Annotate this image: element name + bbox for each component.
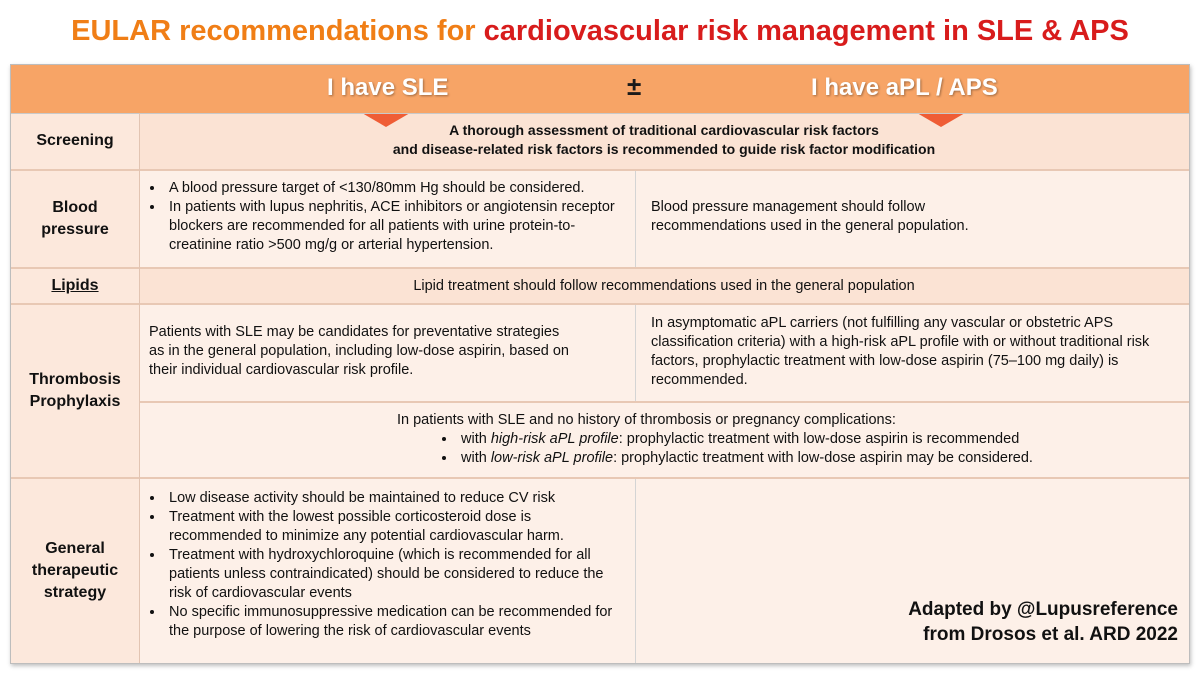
general-sle [139,479,635,663]
thrombosis-combined-list [397,430,1189,468]
header-plus-minus: ± [627,71,642,101]
row-divider [11,303,1189,305]
screening-label: Screening [11,113,139,169]
header-sle: I have SLE [327,74,449,101]
blood-pressure-sle-item: • In patients with lupus nephritis, ACE inhibitors or angiotensin receptor blockers are recommended for all patients with urine protein-to-creatinine ratio >500 mg/g or arterial hypertension. [165,198,625,255]
row-divider [139,401,1189,403]
recommendation-table [10,64,1190,664]
row-divider [11,113,1189,114]
thrombosis-sle-text: Patients with SLE may be candidates for preventative strategies as in the general population, including low-dose aspirin, based on their individual cardiovascular risk profile. [149,324,569,378]
title-part-1: EULAR recommendations for [71,15,484,47]
blood-pressure-sle-list [143,179,625,255]
title-part-2: cardiovascular risk management in SLE & APS [483,15,1129,47]
column-divider [635,479,636,663]
lipids-text: Lipid treatment should follow recommendations used in the general population [139,269,1189,303]
column-divider [635,305,636,401]
header-aps: I have aPL / APS [811,74,998,101]
thrombosis-combined-intro: In patients with SLE and no history of thrombosis or pregnancy complications: [397,412,896,428]
general-item: • Low disease activity should be maintained to reduce CV risk [165,489,625,508]
blood-pressure-label: Blood pressure [11,171,139,267]
general-list [143,489,625,641]
blood-pressure-sle [139,171,635,267]
thrombosis-sle [139,305,635,401]
item-rest: : prophylactic treatment with low-dose aspirin may be considered. [613,450,1033,466]
header-row [139,65,1189,113]
blood-pressure-aps [636,171,1189,267]
item-prefix: with [461,450,491,466]
lipids-label: Lipids [11,269,139,303]
aps-arrow [917,113,965,127]
screening-line-2: and disease-related risk factors is recommended to guide risk factor modification [392,141,936,157]
row-divider [11,267,1189,269]
credit [701,597,1178,647]
thrombosis-aps [636,305,1189,401]
thrombosis-combined-item [457,449,1189,468]
row-divider [11,169,1189,171]
credit-line-1: Adapted by @Lupusreference [908,599,1178,620]
general-label: General therapeutic strategy [11,479,139,663]
thrombosis-aps-text: In asymptomatic aPL carriers (not fulfilling any vascular or obstetric APS classification criteria) with a high-risk aPL profile with or without traditional risk factors, prophylactic treatment with low-dose aspirin (75–100 mg daily) is recommended. [651,315,1150,388]
general-item: • Treatment with the lowest possible corticosteroid dose is recommended to minimize any potential cardiovascular harm. [165,508,625,546]
item-emphasis: high-risk aPL profile [490,431,619,447]
header-corner [11,65,139,113]
screening-line-1: A thorough assessment of traditional cardiovascular risk factors [449,122,879,138]
column-divider [635,171,636,267]
column-divider [139,113,140,663]
thrombosis-label: Thrombosis Prophylaxis [11,305,139,477]
thrombosis-combined-item [457,430,1189,449]
credit-line-2: from Drosos et al. ARD 2022 [923,624,1178,645]
general-item: • No specific immunosuppressive medication can be recommended for the purpose of lowering the risk of cardiovascular events [165,603,625,641]
screening-text [139,113,1189,169]
item-rest: : prophylactic treatment with low-dose aspirin is recommended [618,431,1020,447]
blood-pressure-sle-item: • A blood pressure target of <130/80mm Hg should be considered. [165,179,625,198]
blood-pressure-aps-text: Blood pressure management should follow recommendations used in the general population. [651,199,969,234]
item-prefix: with [461,431,491,447]
page-title [0,0,1200,58]
sle-arrow [362,113,410,127]
item-emphasis: low-risk aPL profile [490,450,614,466]
general-item: • Treatment with hydroxychloroquine (which is recommended for all patients unless contraindicated) should be considered to reduce the risk of cardiovascular events [165,546,625,603]
row-divider [11,477,1189,479]
thrombosis-combined [139,403,1189,477]
